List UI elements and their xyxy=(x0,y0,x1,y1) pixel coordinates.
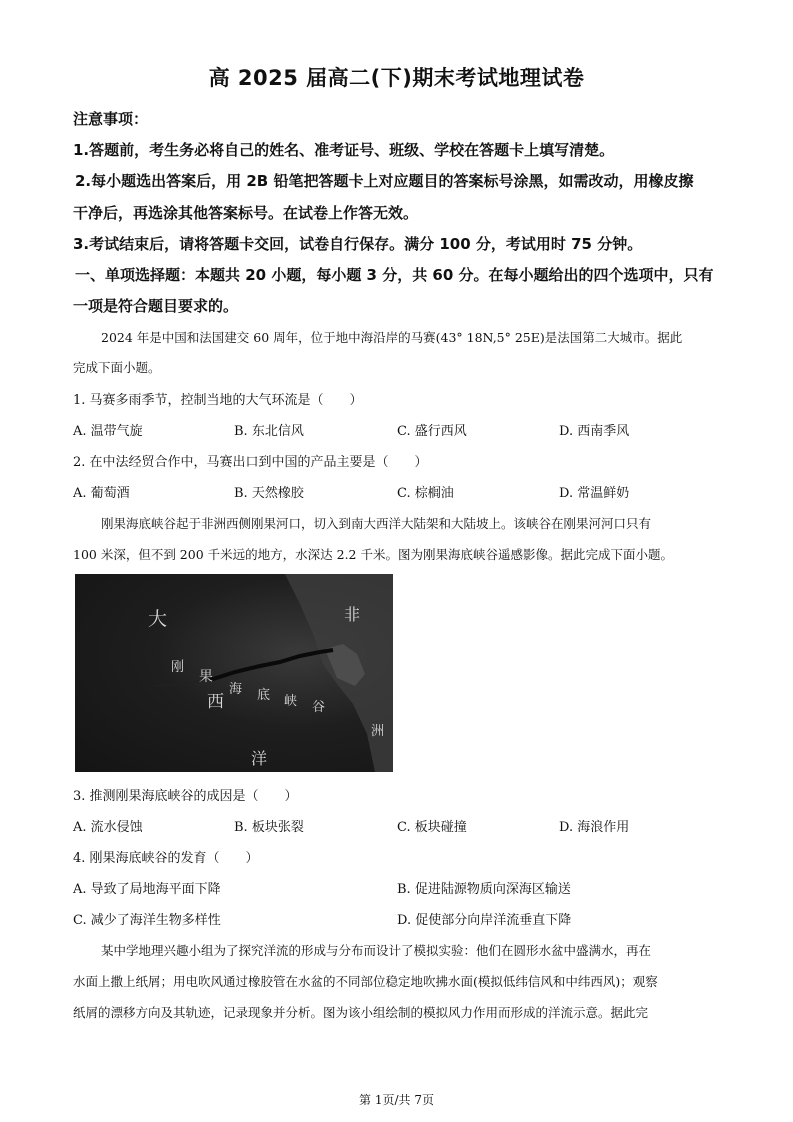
q1-option-b[interactable]: B. 东北信风 xyxy=(234,424,304,439)
map-label-guo: 果 xyxy=(199,669,213,685)
question-1-stem: 1. 马赛多雨季节，控制当地的大气环流是（ ） xyxy=(73,393,363,408)
map-label-fei: 非 xyxy=(344,605,361,624)
question-4-stem: 4. 刚果海底峡谷的发育（ ） xyxy=(73,851,259,866)
map-label-hai: 海 xyxy=(229,682,243,697)
canyon-line xyxy=(210,650,333,680)
passage-1-line-2: 完成下面小题。 xyxy=(73,360,161,375)
q2-option-a[interactable]: A. 葡萄酒 xyxy=(73,486,130,501)
q3-option-c[interactable]: C. 板块碰撞 xyxy=(397,820,467,835)
note-item-2-line-2: 干净后，再选涂其他答案标号。在试卷上作答无效。 xyxy=(73,204,419,222)
q1-option-c[interactable]: C. 盛行西风 xyxy=(397,424,467,439)
q3-option-b[interactable]: B. 板块张裂 xyxy=(234,820,304,835)
map-label-gang: 刚 xyxy=(171,660,185,675)
note-item-3: 3.考试结束后，请将答题卡交回，试卷自行保存。满分 100 分，考试用时 75 分钟。 xyxy=(73,235,643,253)
q4-option-d[interactable]: D. 促使部分向岸洋流垂直下降 xyxy=(397,913,572,928)
note-item-2-line-1: 2.每小题选出答案后，用 2B 铅笔把答题卡上对应题目的答案标号涂黑，如需改动，用橡皮擦 xyxy=(75,172,694,190)
q3-option-d[interactable]: D. 海浪作用 xyxy=(559,820,630,835)
q4-option-b[interactable]: B. 促进陆源物质向深海区输送 xyxy=(397,882,571,897)
passage-2-line-2: 100 米深，但不到 200 千米远的地方，水深达 2.2 千米。图为刚果海底峡谷遥感影像。据此完成下面小题。 xyxy=(73,547,673,562)
q3-option-a[interactable]: A. 流水侵蚀 xyxy=(73,820,143,835)
note-item-1: 1.答题前，考生务必将自己的姓名、准考证号、班级、学校在答题卡上填写清楚。 xyxy=(73,141,615,159)
page-title: 高 2025 届高二(下)期末考试地理试卷 xyxy=(208,66,585,90)
question-3-stem: 3. 推测刚果海底峡谷的成因是（ ） xyxy=(73,789,298,804)
map-label-da: 大 xyxy=(148,608,168,630)
question-2-stem: 2. 在中法经贸合作中，马赛出口到中国的产品主要是（ ） xyxy=(73,455,428,470)
notes-heading: 注意事项： xyxy=(73,110,149,128)
map-label-di: 底 xyxy=(257,688,271,703)
passage-2-line-1: 刚果海底峡谷起于非洲西侧刚果河口，切入到南大西洋大陆架和大陆坡上。该峡谷在刚果河河口只有 xyxy=(101,516,652,531)
passage-3-line-2: 水面上撒上纸屑；用电吹风通过橡胶管在水盆的不同部位稳定地吹拂水面(模拟低纬信风和中纬西风)；观察 xyxy=(73,974,658,989)
map-label-gu: 谷 xyxy=(312,700,326,715)
q2-option-b[interactable]: B. 天然橡胶 xyxy=(234,486,304,501)
q2-option-d[interactable]: D. 常温鲜奶 xyxy=(559,486,630,501)
map-label-xia: 峡 xyxy=(284,694,298,709)
section-1-heading: 一、单项选择题：本题共 20 小题，每小题 3 分，共 60 分。在每小题给出的四个选项中，只有 xyxy=(75,266,714,284)
q1-option-d[interactable]: D. 西南季风 xyxy=(559,424,630,439)
q4-option-c[interactable]: C. 减少了海洋生物多样性 xyxy=(73,913,221,928)
map-label-xi: 西 xyxy=(207,692,224,712)
remote-sensing-image xyxy=(75,574,393,772)
section-1-heading-line-2: 一项是符合题目要求的。 xyxy=(73,297,239,315)
q2-option-c[interactable]: C. 棕榈油 xyxy=(397,486,454,501)
q1-option-a[interactable]: A. 温带气旋 xyxy=(73,424,143,439)
passage-1-line-1: 2024 年是中国和法国建交 60 周年，位于地中海沿岸的马赛(43° 18N,5° 25E)是法国第二大城市。据此 xyxy=(101,330,683,345)
map-label-zhou: 洲 xyxy=(371,724,385,739)
passage-3-line-3: 纸屑的漂移方向及其轨迹，记录现象并分析。图为该小组绘制的模拟风力作用而形成的洋流示意。据此完 xyxy=(73,1005,649,1020)
passage-3-line-1: 某中学地理兴趣小组为了探究洋流的形成与分布而设计了模拟实验：他们在圆形水盆中盛满水，再在 xyxy=(101,943,652,958)
page-footer: 第 1页/共 7页 xyxy=(359,1093,434,1107)
map-label-yang: 洋 xyxy=(251,749,268,768)
q4-option-a[interactable]: A. 导致了局地海平面下降 xyxy=(73,882,221,897)
